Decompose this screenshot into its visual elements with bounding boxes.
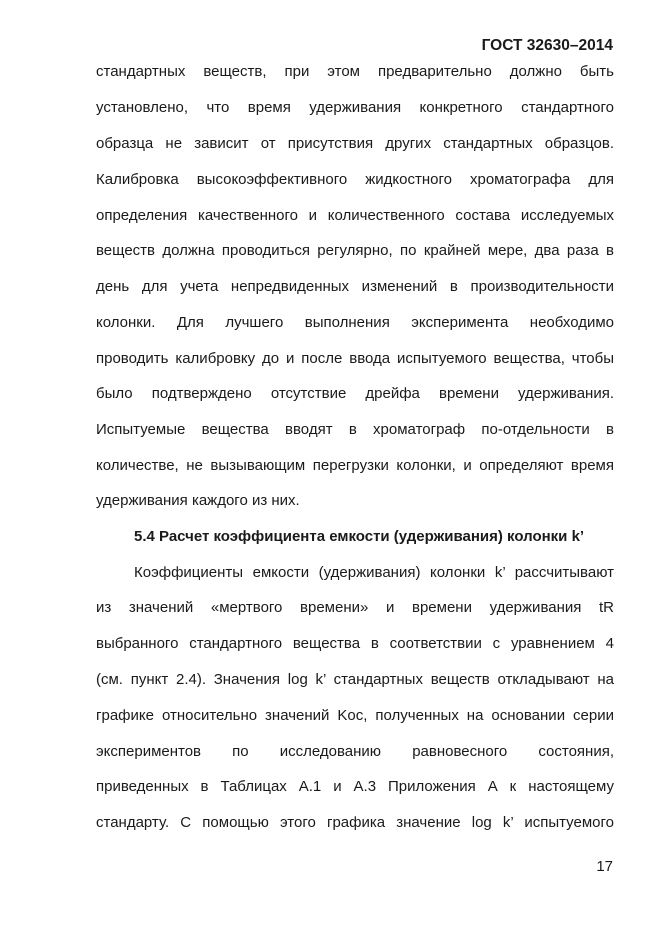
text-line: удерживания каждого из них. [96, 492, 300, 509]
text-line: проводить калибровку до и после ввода испытуемого вещества, чтобы [96, 350, 614, 367]
section-heading: 5.4 Расчет коэффициента емкости (удерживания) колонки k’ [134, 528, 585, 545]
text-line: стандартных веществ, при этом предварительно должно быть [96, 63, 614, 80]
text-line: веществ должна проводиться регулярно, по крайней мере, два раза в [96, 242, 614, 259]
text-line: колонки. Для лучшего выполнения эксперимента необходимо [96, 314, 614, 331]
text-line: установлено, что время удерживания конкретного стандартного [96, 99, 614, 116]
text-line: выбранного стандартного вещества в соответствии с уравнением 4 [96, 635, 614, 652]
text-line: (см. пункт 2.4). Значения log k’ стандартных веществ откладывают на [96, 671, 614, 688]
text-line: количестве, не вызывающим перегрузки колонки, и определяют время [96, 457, 614, 474]
text-line: экспериментов по исследованию равновесного состояния, [96, 743, 614, 760]
text-line: графике относительно значений Koc, полученных на основании серии [96, 707, 614, 724]
text-line: стандарту. С помощью этого графика значение log k’ испытуемого [96, 814, 614, 831]
text-line: Испытуемые вещества вводят в хроматограф по-отдельности в [96, 421, 614, 438]
text-line: Коэффициенты емкости (удерживания) колонки k’ рассчитывают [134, 564, 614, 581]
text-line: из значений «мертвого времени» и времени удерживания tR [96, 599, 614, 616]
text-line: было подтверждено отсутствие дрейфа времени удерживания. [96, 385, 614, 402]
page-number: 17 [596, 858, 613, 875]
text-line: день для учета непредвиденных изменений в производительности [96, 278, 614, 295]
text-line: Калибровка высокоэффективного жидкостного хроматографа для [96, 171, 614, 188]
document-number-header: ГОСТ 32630–2014 [481, 37, 613, 54]
text-line: образца не зависит от присутствия других стандартных образцов. [96, 135, 614, 152]
text-line: определения качественного и количественного состава исследуемых [96, 207, 614, 224]
text-line: приведенных в Таблицах А.1 и А.3 Приложения А к настоящему [96, 778, 614, 795]
